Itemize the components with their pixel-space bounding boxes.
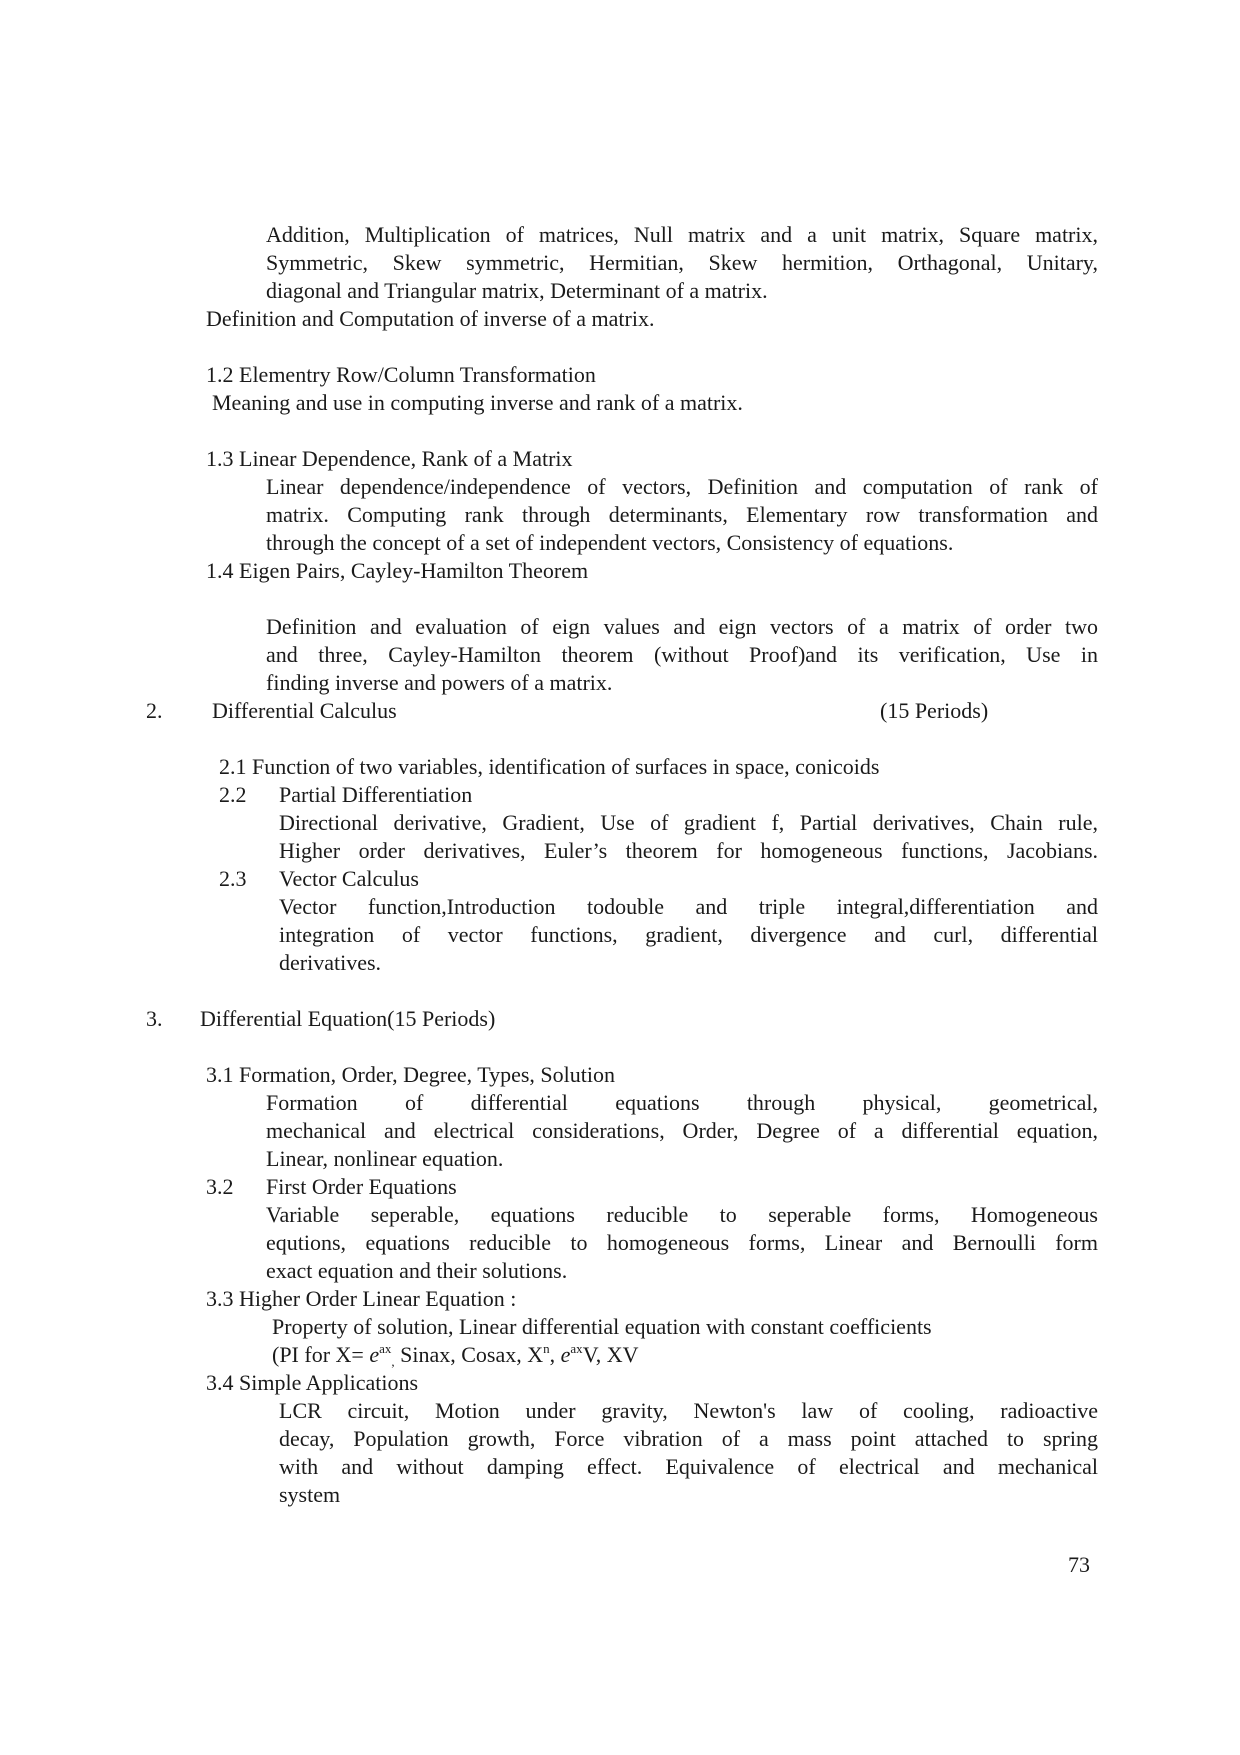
section-3-2-line-1: Variable seperable, equations reducible to seperable forms, Homogeneous — [266, 1202, 1098, 1227]
section-3-1-line-3: Linear, nonlinear equation. — [266, 1146, 504, 1171]
section-3-1-line-1: Formation of differential equations through physical, geometrical, — [266, 1090, 1098, 1115]
section-2-3-line-2: integration of vector functions, gradient, divergence and curl, differential — [279, 922, 1098, 947]
section-1-2-heading: 1.2 Elementry Row/Column Transformation — [206, 362, 596, 387]
section-3-2-title: First Order Equations — [266, 1174, 457, 1199]
sub-comma: , — [391, 1354, 395, 1369]
section-2-3-line-3: derivatives. — [279, 950, 382, 975]
section-3-4-line-2: decay, Population growth, Force vibration of a mass point attached to spring — [279, 1426, 1098, 1451]
section-1-4-line-1: Definition and evaluation of eign values and eign vectors of a matrix of order two — [266, 614, 1098, 639]
section-2-1: 2.1 Function of two variables, identification of surfaces in space, conicoids — [219, 754, 880, 779]
section-3-3-pi-line — [272, 1341, 639, 1369]
section-2-2-number: 2.2 — [219, 782, 247, 807]
section-1-3-heading: 1.3 Linear Dependence, Rank of a Matrix — [206, 446, 573, 471]
section-2-3-title: Vector Calculus — [279, 866, 419, 891]
section-3-2-line-3: exact equation and their solutions. — [266, 1258, 568, 1283]
exp-e: e — [369, 1342, 380, 1367]
section-2-2-line-1: Directional derivative, Gradient, Use of gradient f, Partial derivatives, Chain rule, — [279, 810, 1098, 835]
section-2-3-line-1: Vector function,Introduction todouble and triple integral,differentiation and — [279, 894, 1098, 919]
section-3-1-heading: 3.1 Formation, Order, Degree, Types, Solution — [206, 1062, 615, 1087]
section-3-2-number: 3.2 — [206, 1174, 234, 1199]
section-3-number: 3. — [146, 1006, 163, 1031]
intro-line-4: Definition and Computation of inverse of a matrix. — [206, 306, 655, 331]
section-3-4-line-4: system — [279, 1482, 341, 1507]
section-3-4-line-1: LCR circuit, Motion under gravity, Newton's law of cooling, radioactive — [279, 1398, 1098, 1423]
section-3-1-line-2: mechanical and electrical considerations, Order, Degree of a differential equation, — [266, 1118, 1098, 1143]
section-3-4-heading: 3.4 Simple Applications — [206, 1370, 419, 1395]
exp-n: n — [543, 1341, 550, 1356]
section-3-title: Differential Equation(15 Periods) — [200, 1006, 496, 1031]
intro-line-1: Addition, Multiplication of matrices, Null matrix and a unit matrix, Square matrix, — [266, 222, 1098, 247]
section-2-2-line-2: Higher order derivatives, Euler’s theorem for homogeneous functions, Jacobians. — [279, 838, 1098, 863]
exp-e2: e — [560, 1342, 571, 1367]
section-1-2-text: Meaning and use in computing inverse and rank of a matrix. — [212, 390, 743, 415]
section-2-3-number: 2.3 — [219, 866, 247, 891]
exp-ax: ax — [379, 1341, 392, 1356]
section-3-2-line-2: equtions, equations reducible to homogeneous forms, Linear and Bernoulli form — [266, 1230, 1098, 1255]
section-2-periods: (15 Periods) — [880, 698, 989, 723]
section-2-2-title: Partial Differentiation — [279, 782, 473, 807]
section-1-3-line-3: through the concept of a set of independent vectors, Consistency of equations. — [266, 530, 954, 555]
page-number: 73 — [1068, 1552, 1090, 1577]
section-2-number: 2. — [146, 698, 163, 723]
pi-mid: Sinax, Cosax, X — [394, 1342, 544, 1367]
exp-ax2: ax — [570, 1341, 583, 1356]
pi-prefix: (PI for X= — [272, 1342, 370, 1367]
intro-line-3: diagonal and Triangular matrix, Determinant of a matrix. — [266, 278, 768, 303]
section-3-4-line-3: with and without damping effect. Equivalence of electrical and mechanical — [279, 1454, 1098, 1479]
section-1-4-line-2: and three, Cayley-Hamilton theorem (without Proof)and its verification, Use in — [266, 642, 1098, 667]
pi-sep: , — [549, 1342, 561, 1367]
section-1-4-line-3: finding inverse and powers of a matrix. — [266, 670, 613, 695]
section-3-3-heading: 3.3 Higher Order Linear Equation : — [206, 1286, 517, 1311]
section-1-4-heading: 1.4 Eigen Pairs, Cayley-Hamilton Theorem — [206, 558, 589, 583]
section-3-3-line-1: Property of solution, Linear differential equation with constant coefficients — [272, 1314, 932, 1339]
pi-tail: V, XV — [582, 1342, 639, 1367]
section-2-title: Differential Calculus — [212, 698, 397, 723]
section-1-3-line-2: matrix. Computing rank through determinants, Elementary row transformation and — [266, 502, 1098, 527]
intro-line-2: Symmetric, Skew symmetric, Hermitian, Skew hermition, Orthagonal, Unitary, — [266, 250, 1098, 275]
section-1-3-line-1: Linear dependence/independence of vectors, Definition and computation of rank of — [266, 474, 1098, 499]
